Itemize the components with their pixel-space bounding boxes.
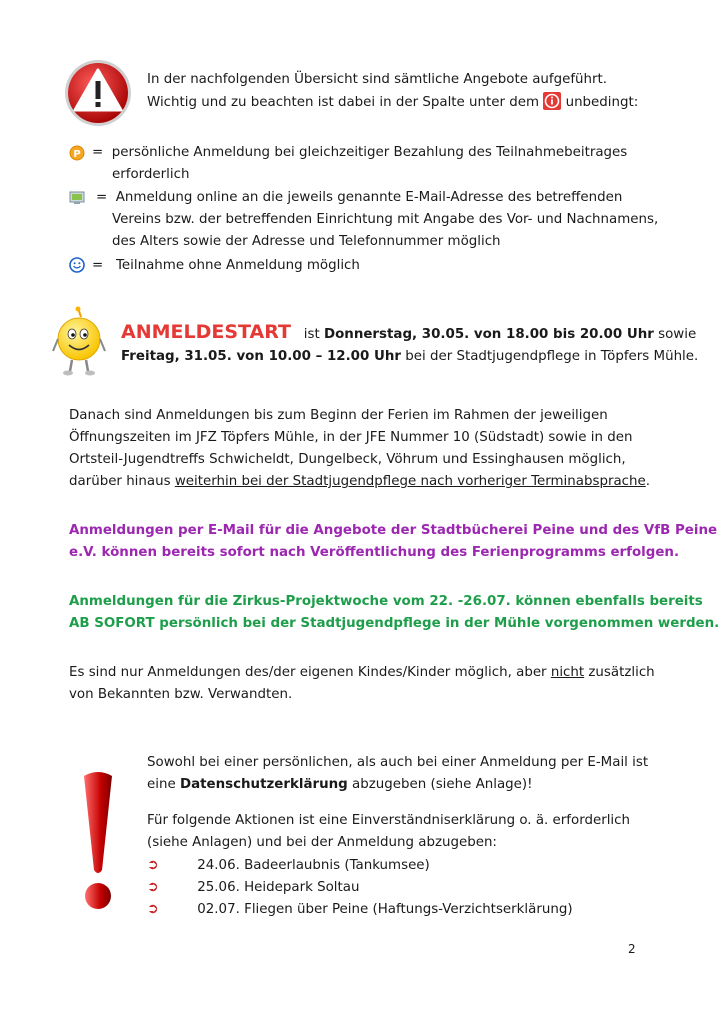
bottom-line-4: (siehe Anlagen) und bei der Anmeldung abzugeben: (147, 835, 497, 850)
list-item: ➲ 02.07. Fliegen über Peine (Haftungs-Verzichtserklärung) (147, 901, 573, 917)
arrow-bullet-icon: ➲ (147, 901, 159, 917)
anmeldestart-line-2: Freitag, 31.05. von 10.00 – 12.00 Uhr bei der Stadtjugendpflege in Töpfers Mühle. (121, 349, 699, 364)
legend-c-line-1: = Anmeldung online an die jeweils genannte E-Mail-Adresse des betreffenden (96, 190, 623, 205)
computer-icon (69, 190, 85, 206)
legend-p-line-1: = persönliche Anmeldung bei gleichzeitiger Bezahlung des Teilnahmebeitrages (92, 145, 628, 160)
purple-line-2: e.V. können bereits sofort nach Veröffentlichung des Ferienprogramms erfolgen. (69, 545, 680, 560)
arrow-bullet-icon: ➲ (147, 857, 159, 873)
para1-line-1: Danach sind Anmeldungen bis zum Beginn der Ferien im Rahmen der jeweiligen (69, 408, 608, 423)
p-coin-icon (69, 145, 85, 161)
smiley-icon (69, 257, 85, 273)
bottom-line-3: Für folgende Aktionen ist eine Einverständniserklärung o. ä. erforderlich (147, 813, 630, 828)
bottom-line-1: Sowohl bei einer persönlichen, als auch bei einer Anmeldung per E-Mail ist (147, 755, 649, 770)
warning-icon (63, 58, 133, 128)
exclamation-icon (78, 770, 118, 920)
purple-line-1: Anmeldungen per E-Mail für die Angebote der Stadtbücherei Peine und des VfB Peine (69, 523, 718, 538)
legend-s-line: = Teilnahme ohne Anmeldung möglich (92, 258, 360, 273)
legend-p-line-2: erforderlich (112, 167, 190, 182)
legend-c-line-2: Vereins bzw. der betreffenden Einrichtung mit Angabe des Vor- und Nachnamens, (112, 212, 659, 227)
svg-text:P: P (73, 149, 81, 160)
para1-line-3: Ortsteil-Jugendtreffs Schwicheldt, Dungelbeck, Vöhrum und Essinghausen möglich, (69, 452, 626, 467)
bottom-line-2: eine Datenschutzerklärung abzugeben (siehe Anlage)! (147, 777, 533, 792)
para2-line-1: Es sind nur Anmeldungen des/der eigenen Kindes/Kinder möglich, aber nicht zusätzlich (69, 665, 655, 680)
legend-c-line-3: des Alters sowie der Adresse und Telefonnummer möglich (112, 234, 501, 249)
list-item: ➲ 24.06. Badeerlaubnis (Tankumsee) (147, 857, 430, 873)
intro-line-1: In der nachfolgenden Übersicht sind sämtliche Angebote aufgeführt. (147, 72, 608, 87)
green-line-2: AB SOFORT persönlich bei der Stadtjugendpflege in der Mühle vorgenommen werden. (69, 616, 720, 631)
list-item: ➲ 25.06. Heidepark Soltau (147, 879, 360, 895)
para2-line-2: von Bekannten bzw. Verwandten. (69, 687, 293, 702)
page-number: 2 (628, 942, 636, 956)
anmeldestart-label: ANMELDESTART (121, 321, 291, 343)
para1-line-2: Öffnungszeiten im JFZ Töpfers Mühle, in der JFE Nummer 10 (Südstadt) sowie in den (69, 430, 633, 445)
anmeldestart-line-1: ANMELDESTART ist Donnerstag, 30.05. von 18.00 bis 20.00 Uhr sowie (121, 321, 697, 343)
smiley-mascot-icon (50, 305, 108, 377)
intro-line-2: Wichtig und zu beachten ist dabei in der Spalte unter dem unbedingt: (147, 92, 638, 114)
green-line-1: Anmeldungen für die Zirkus-Projektwoche vom 22. -26.07. können ebenfalls bereits (69, 594, 703, 609)
para1-line-4: darüber hinaus weiterhin bei der Stadtjugendpflege nach vorheriger Terminabsprache. (69, 474, 651, 489)
arrow-bullet-icon: ➲ (147, 879, 159, 895)
info-icon (543, 92, 561, 110)
